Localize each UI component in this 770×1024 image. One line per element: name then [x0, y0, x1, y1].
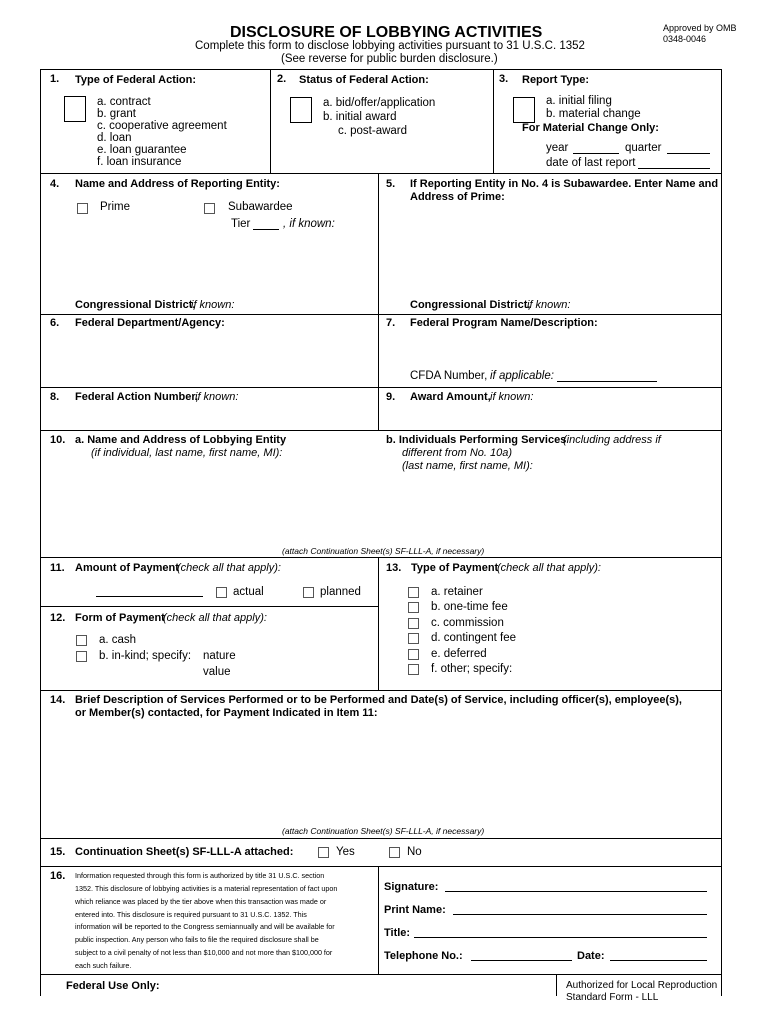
section-11-number: 11. — [50, 562, 65, 574]
year-field[interactable] — [573, 153, 619, 154]
section-13-number: 13. — [386, 562, 402, 574]
omb-approval: Approved by OMB — [663, 23, 737, 33]
section-5-district-if-known: if known: — [527, 299, 571, 311]
section-3-label: Report Type: — [522, 74, 590, 86]
type-option-loan-insurance: f. loan insurance — [97, 156, 182, 168]
section-9-label: Award Amount, — [410, 391, 491, 403]
section-10a-sub: (if individual, last name, first name, MI): — [91, 447, 283, 459]
telephone-label: Telephone No.: — [384, 950, 463, 962]
section-16-text-line: which reliance was placed by the tier above when this transaction was made or — [75, 897, 327, 906]
in-kind-label: b. in-kind; specify: — [99, 650, 192, 662]
form-subtitle-note: (See reverse for public burden disclosure.) — [281, 53, 498, 65]
actual-checkbox[interactable] — [216, 587, 227, 598]
section-10-attach-note: (attach Continuation Sheet(s) SF-LLL-A, if necessary) — [282, 546, 485, 556]
section-10b-sub-1: different from No. 10a) — [402, 447, 513, 459]
standard-form-id: Standard Form - LLL — [566, 992, 659, 1003]
planned-checkbox[interactable] — [303, 587, 314, 598]
tier-field[interactable] — [253, 229, 279, 230]
section-15-number: 15. — [50, 846, 66, 858]
status-option-bid: a. bid/offer/application — [323, 97, 436, 109]
planned-label: planned — [320, 586, 361, 598]
section-16-text-line: each such failure. — [75, 961, 132, 970]
title-field[interactable] — [414, 937, 707, 938]
section-10b-paren: (including address if — [563, 434, 661, 446]
cfda-label: CFDA Number, — [410, 370, 488, 382]
continuation-no-label: No — [407, 846, 422, 858]
deferred-label: e. deferred — [431, 648, 487, 660]
section-14-line-2: or Member(s) contacted, for Payment Indicated in Item 11: — [75, 707, 378, 719]
telephone-field[interactable] — [471, 960, 572, 961]
type-option-loan: d. loan — [97, 132, 132, 144]
section-4-district-label: Congressional District, — [75, 299, 196, 311]
date-last-report-field[interactable] — [638, 168, 710, 169]
type-option-loan-guarantee: e. loan guarantee — [97, 144, 187, 156]
subawardee-checkbox[interactable] — [204, 203, 215, 214]
tier-if-known: , if known: — [283, 218, 335, 230]
contingent-fee-label: d. contingent fee — [431, 632, 517, 644]
section-14-attach-note: (attach Continuation Sheet(s) SF-LLL-A, if necessary) — [282, 826, 485, 836]
type-of-action-box[interactable] — [64, 96, 86, 122]
type-option-cooperative: c. cooperative agreement — [97, 120, 227, 132]
section-14-number: 14. — [50, 694, 66, 706]
section-10b-sub-2: (last name, first name, MI): — [402, 460, 533, 472]
signature-field[interactable] — [445, 891, 707, 892]
form-subtitle: Complete this form to disclose lobbying activities pursuant to 31 U.S.C. 1352 — [195, 40, 585, 52]
form-title: DISCLOSURE OF LOBBYING ACTIVITIES — [230, 24, 543, 41]
report-option-initial: a. initial filing — [546, 95, 612, 107]
section-16-text-line: Information requested through this form is authorized by title 31 U.S.C. section — [75, 871, 325, 880]
omb-number: 0348-0046 — [663, 34, 707, 44]
report-option-material: b. material change — [546, 108, 641, 120]
cfda-if-applicable: if applicable: — [490, 370, 554, 382]
title-label: Title: — [384, 927, 411, 939]
section-16-text-line: public inspection. Any person who fails to file the required disclosure shall be — [75, 935, 319, 944]
section-15-label: Continuation Sheet(s) SF-LLL-A attached: — [75, 846, 294, 858]
section-13-check: (check all that apply): — [497, 562, 601, 574]
section-11-check: (check all that apply): — [177, 562, 281, 574]
section-4-district-if-known: if known: — [191, 299, 235, 311]
section-10a-label: a. Name and Address of Lobbying Entity — [75, 434, 287, 446]
type-option-contract: a. contract — [97, 96, 151, 108]
section-2-number: 2. — [277, 73, 287, 85]
continuation-yes-checkbox[interactable] — [318, 847, 329, 858]
section-10-number: 10. — [50, 434, 66, 446]
section-2-label: Status of Federal Action: — [299, 74, 429, 86]
section-5-label-2: Address of Prime: — [410, 191, 505, 203]
federal-use-only: Federal Use Only: — [66, 980, 160, 992]
section-1-label: Type of Federal Action: — [75, 74, 197, 86]
section-6-label: Federal Department/Agency: — [75, 317, 225, 329]
prime-label: Prime — [100, 201, 131, 213]
commission-label: c. commission — [431, 617, 504, 629]
status-option-initial-award: b. initial award — [323, 111, 397, 123]
report-type-box[interactable] — [513, 97, 535, 123]
one-time-fee-checkbox[interactable] — [408, 602, 419, 613]
subawardee-label: Subawardee — [228, 201, 293, 213]
section-5-district-label: Congressional District, — [410, 299, 531, 311]
section-13-label: Type of Payment — [411, 562, 499, 574]
section-9-if-known: if known: — [490, 391, 534, 403]
section-3-number: 3. — [499, 73, 509, 85]
contingent-fee-checkbox[interactable] — [408, 633, 419, 644]
retainer-checkbox[interactable] — [408, 587, 419, 598]
section-4-label: Name and Address of Reporting Entity: — [75, 178, 280, 190]
section-5-number: 5. — [386, 178, 396, 190]
print-name-label: Print Name: — [384, 904, 446, 916]
section-12-label: Form of Payment — [75, 612, 165, 624]
section-16-text-line: entered into. This disclosure is required pursuant to 31 U.S.C. 1352. This — [75, 910, 307, 919]
value-label: value — [203, 666, 231, 678]
year-label: year — [546, 142, 569, 154]
section-14-line-1: Brief Description of Services Performed or to be Performed and Date(s) of Service, including officer(s), employee(s), — [75, 694, 682, 706]
section-8-label: Federal Action Number, — [75, 391, 199, 403]
section-12-number: 12. — [50, 612, 66, 624]
section-9-number: 9. — [386, 391, 396, 403]
cfda-number-field[interactable] — [557, 381, 657, 382]
section-16-text-line: 1352. This disclosure of lobbying activities is a material representation of fact upon — [75, 884, 338, 893]
section-7-label: Federal Program Name/Description: — [410, 317, 598, 329]
commission-checkbox[interactable] — [408, 618, 419, 629]
retainer-label: a. retainer — [431, 586, 483, 598]
section-8-number: 8. — [50, 391, 60, 403]
quarter-field[interactable] — [667, 153, 710, 154]
continuation-yes-label: Yes — [336, 846, 355, 858]
other-checkbox[interactable] — [408, 664, 419, 675]
quarter-label: quarter — [625, 142, 662, 154]
print-name-field[interactable] — [453, 914, 707, 915]
section-16-number: 16. — [50, 870, 66, 882]
cash-checkbox[interactable] — [76, 635, 87, 646]
other-label: f. other; specify: — [431, 663, 513, 675]
section-16-text-line: subject to a civil penalty of not less than $10,000 and not more than $100,000 for — [75, 948, 333, 957]
local-reproduction-note: Authorized for Local Reproduction — [566, 980, 718, 991]
deferred-checkbox[interactable] — [408, 649, 419, 660]
date-field[interactable] — [610, 960, 707, 961]
status-option-post-award: c. post-award — [338, 125, 408, 137]
actual-label: actual — [233, 586, 264, 598]
section-5-label-1: If Reporting Entity in No. 4 is Subawardee. Enter Name and — [410, 178, 719, 190]
section-1-number: 1. — [50, 73, 60, 85]
type-option-grant: b. grant — [97, 108, 136, 120]
in-kind-checkbox[interactable] — [76, 651, 87, 662]
tier-label: Tier — [231, 218, 251, 230]
one-time-fee-label: b. one-time fee — [431, 601, 508, 613]
signature-label: Signature: — [384, 881, 439, 893]
continuation-no-checkbox[interactable] — [389, 847, 400, 858]
section-7-number: 7. — [386, 317, 396, 329]
date-last-report-label: date of last report — [546, 157, 636, 169]
prime-checkbox[interactable] — [77, 203, 88, 214]
section-11-label: Amount of Payment — [75, 562, 179, 574]
date-label: Date: — [577, 950, 605, 962]
section-16-text-line: information will be reported to the Congress semiannually and will be available for — [75, 922, 335, 931]
section-6-number: 6. — [50, 317, 60, 329]
cash-label: a. cash — [99, 634, 137, 646]
section-10b-label: b. Individuals Performing Services — [386, 434, 567, 446]
material-change-heading: For Material Change Only: — [522, 122, 659, 134]
nature-label: nature — [203, 650, 236, 662]
payment-amount-field[interactable] — [96, 596, 203, 597]
section-4-number: 4. — [50, 178, 60, 190]
section-12-check: (check all that apply): — [163, 612, 267, 624]
section-8-if-known: if known: — [195, 391, 239, 403]
status-of-action-box[interactable] — [290, 97, 312, 123]
